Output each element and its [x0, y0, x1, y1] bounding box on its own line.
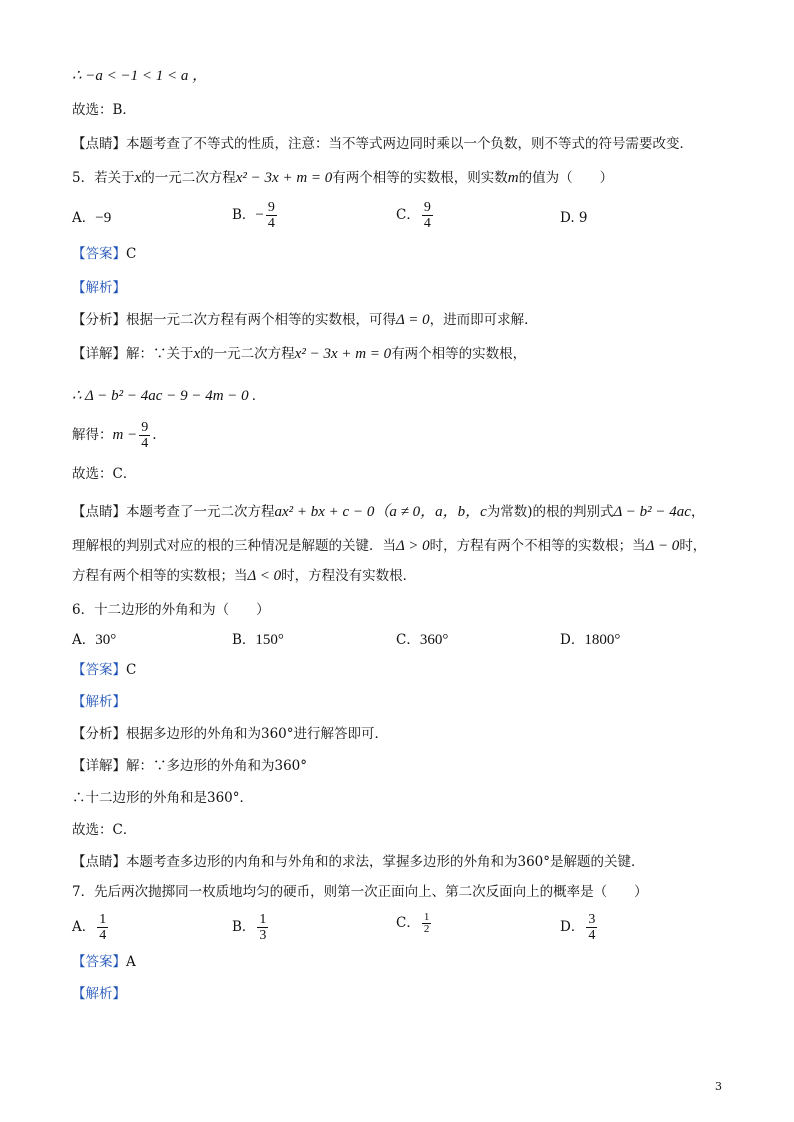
- q5-xiangjie: 【详解】解：∵关于x的一元二次方程x² − 3x + m = 0有两个相等的实数根，: [72, 346, 527, 362]
- page-number: 3: [715, 1080, 722, 1093]
- question-6: 6．十二边形的外角和为（ ）: [72, 602, 270, 618]
- q6-fenxi: 【分析】根据多边形的外角和为360°进行解答即可．: [72, 726, 389, 742]
- q7-option-b: B． $\frac{1}{3}$: [232, 912, 267, 943]
- q5-dianjing-3: 方程有两个相等的实数根；当Δ < 0时，方程没有实数根．: [72, 568, 417, 584]
- q6-analysis-tag: 【解析】: [72, 694, 126, 710]
- q5-delta-line: ∴ Δ − b² − 4ac − 9 − 4m − 0 .: [72, 388, 257, 404]
- q7-answer: 【答案】A: [72, 954, 136, 970]
- q5-dianjing-2: 理解根的判别式对应的根的三种情况是解题的关键．当Δ > 0时，方程有两个不相等的实数根；当Δ − 0时，: [72, 538, 707, 554]
- q6-choose: 故选：C．: [72, 822, 137, 838]
- question-7: 7．先后两次抛掷同一枚质地均匀的硬币，则第一次正面向上、第二次反面向上的概率是（ ）: [72, 884, 648, 900]
- q7-option-d: D． $\frac{3}{4}$: [560, 912, 596, 943]
- q6-option-a: A．30°: [72, 632, 117, 648]
- q6-option-c: C．360°: [396, 632, 449, 648]
- q6-therefore: ∴十二边形的外角和是360°．: [72, 790, 254, 806]
- note-inequality: 【点睛】本题考查了不等式的性质，注意：当不等式两边同时乘以一个负数，则不等式的符号需要改变．: [72, 136, 693, 152]
- q5-option-c: C． $\frac{9}{4}$: [396, 200, 431, 231]
- q5-option-d: D. 9: [560, 210, 588, 226]
- q7-option-c: C． $\frac{1}{2}$: [396, 911, 430, 935]
- question-5: 5．若关于x的一元二次方程x² − 3x + m = 0有两个相等的实数根，则实数m的值为（ ）: [72, 170, 614, 186]
- q5-fenxi: 【分析】根据一元二次方程有两个相等的实数根，可得Δ = 0，进而即可求解．: [72, 312, 538, 328]
- q6-option-d: D．1800°: [560, 632, 621, 648]
- q5-solve-line: 解得：m − $\frac{9}{4}$ .: [72, 420, 157, 451]
- q7-analysis-tag: 【解析】: [72, 986, 126, 1002]
- q5-choose: 故选：C．: [72, 466, 137, 482]
- q5-option-a: A．−9: [72, 210, 112, 226]
- q5-option-b: B．− $\frac{9}{4}$: [232, 200, 275, 231]
- q6-option-b: B．150°: [232, 632, 284, 648]
- q5-answer: 【答案】C: [72, 246, 137, 262]
- q7-option-a: A． $\frac{1}{4}$: [72, 912, 107, 943]
- q6-xiangjie: 【详解】解：∵多边形的外角和为360°: [72, 758, 308, 774]
- choose-b: 故选：B．: [72, 102, 136, 118]
- q6-answer: 【答案】C: [72, 662, 137, 678]
- q5-analysis-tag: 【解析】: [72, 280, 126, 296]
- q5-dianjing-1: 【点睛】本题考查了一元二次方程ax² + bx + c − 0（a ≠ 0，a，b，c为常数)的根的判别式Δ − b² − 4ac，: [72, 504, 705, 520]
- q6-dianjing: 【点睛】本题考查多边形的内角和与外角和的求法，掌握多边形的外角和为360°是解题的关键．: [72, 854, 645, 870]
- inequality-line: ∴ −a < −1 < 1 < a ，: [72, 68, 208, 84]
